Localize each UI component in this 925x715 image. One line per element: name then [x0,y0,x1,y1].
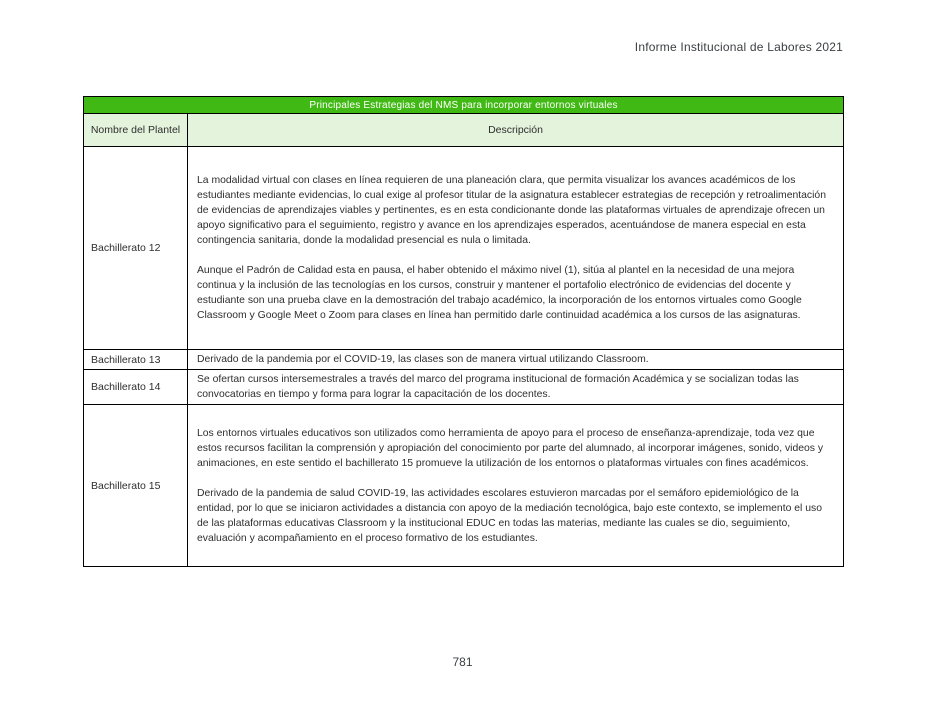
plantel-cell: Bachillerato 13 [84,350,188,370]
descripcion-paragraph: La modalidad virtual con clases en línea requieren de una planeación clara, que permita visualizar los avances académicos de los estudiantes mediante evidencias, lo cual exige al profesor titular de la asignatura establecer estrategias de recepción y retroalimentación de evidencias de aprendizajes viables y pertinentes, es en esta condicionante donde las plataformas virtuales de aprendizaje ofrecen un apoyo significativo para el seguimiento, registro y avance en los aprendizajes esperados, acentuándose de manera especial en esta contingencia sanitaria, donde la modalidad presencial es nula o limitada. [197,175,826,246]
descripcion-cell [188,350,844,370]
column-header-descripcion: Descripción [188,114,844,147]
table-title-row [84,97,844,114]
descripcion-paragraph: Los entornos virtuales educativos son utilizados como herramienta de apoyo para el proceso de enseñanza-aprendizaje, toda vez que estos recursos facilitan la comprensión y apropiación del conocimiento por parte del alumnado, al incorporar imágenes, sonido, videos y animaciones, en este sentido el bachillerato 15 promueve la utilización de los entornos o plataformas virtuales con fines académicos. [197,427,824,469]
strategies-table [83,96,844,567]
descripcion-paragraph: Aunque el Padrón de Calidad esta en pausa, el haber obtenido el máximo nivel (1), sitúa al plantel en la necesidad de una mejora continua y la inclusión de las tecnologías en los cursos, construir y mantener el portafolio electrónico de evidencias del docente y estudiante son una prueba clave en la demostración del trabajo académico, la incorporación de los entornos virtuales como Google Classroom y Google Meet o Zoom para clases en línea han permitido darle continuidad académica a los cursos de las asignaturas. [197,265,802,321]
page-number: 781 [452,655,473,669]
table-row [84,405,844,567]
table-row [84,147,844,350]
plantel-cell: Bachillerato 15 [84,405,188,567]
descripcion-paragraph: Derivado de la pandemia de salud COVID-19, las actividades escolares estuvieron marcadas por el semáforo epidemiológico de la entidad, por lo que se iniciaron actividades a distancia con apoyo de la mediación tecnológica, bajo este contexto, se implemento el uso de las plataformas educativas Classroom y la institucional EDUC en todas las materias, mediante las cuales se dio, seguimiento, evaluación y acompañamiento en el proceso formativo de los estudiantes. [197,487,822,544]
column-header-plantel: Nombre del Plantel [84,114,188,147]
table-column-header-row [84,114,844,147]
table-title: Principales Estrategias del NMS para incorporar entornos virtuales [84,97,844,114]
document-header-title: Informe Institucional de Labores 2021 [634,40,843,54]
plantel-cell: Bachillerato 14 [84,370,188,405]
descripcion-paragraph: Se ofertan cursos intersemestrales a través del marco del programa institucional de formación Académica y se socializan todas las convocatorias en tiempo y forma para lograr la capacitación de los docentes. [197,374,799,400]
descripcion-cell [188,147,844,350]
plantel-cell: Bachillerato 12 [84,147,188,350]
table-row [84,350,844,370]
descripcion-cell [188,405,844,567]
descripcion-cell [188,370,844,405]
table-row [84,370,844,405]
descripcion-paragraph: Derivado de la pandemia por el COVID-19, las clases son de manera virtual utilizando Classroom. [197,354,649,365]
